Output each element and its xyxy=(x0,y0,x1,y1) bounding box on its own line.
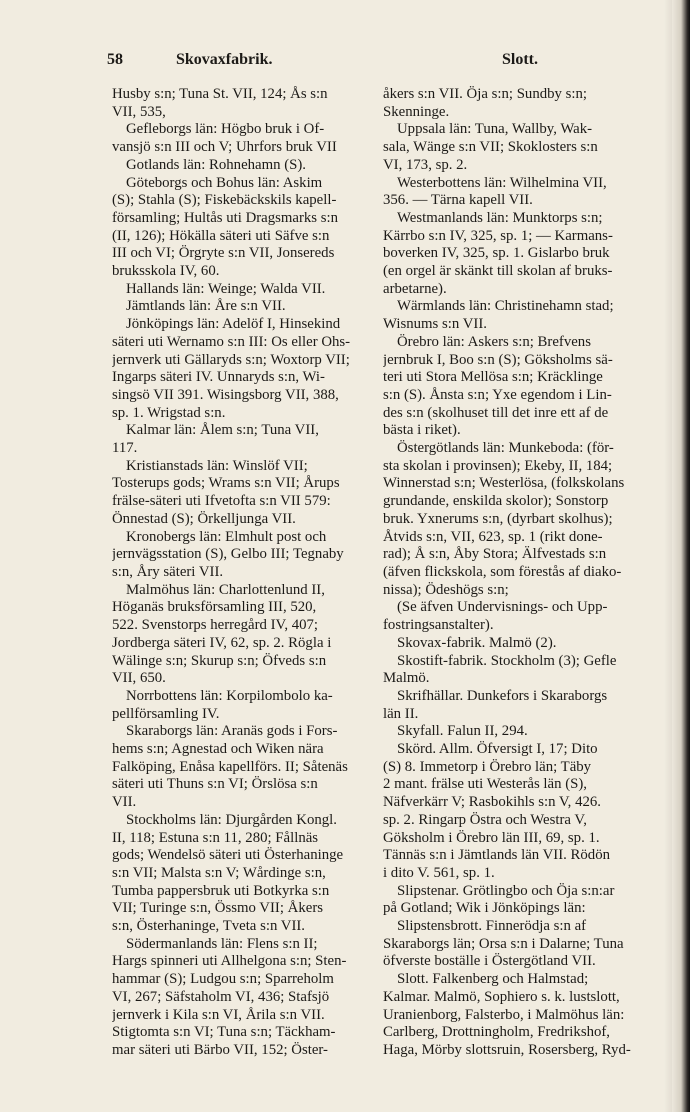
text-line: Östergötlands län: Munkeboda: (för- xyxy=(397,440,614,457)
text-line: Winnerstad s:n; Westerlösa, (folkskolans xyxy=(383,475,625,492)
text-line: Husby s:n; Tuna St. VII, 124; Ås s:n xyxy=(112,86,328,102)
text-line: nissa); Ödeshögs s:n; xyxy=(383,581,509,598)
text-line: VII; Turinge s:n, Össmo VII; Åkers xyxy=(112,900,323,917)
text-line: Skrifhällar. Dunkefors i Skaraborgs xyxy=(397,687,608,704)
text-line: Kristianstads län: Winslöf VII; xyxy=(126,457,308,474)
text-line: öfverste boställe i Östergötland VII. xyxy=(383,953,596,970)
text-line: jernvägsstation (S), Gelbo III; Tegnaby xyxy=(112,546,344,563)
text-line: Hallands län: Weinge; Walda VII. xyxy=(126,280,326,297)
page-shadow xyxy=(664,0,672,1112)
text-line: III och VI; Örgryte s:n VII, Jonsereds xyxy=(112,245,335,262)
text-line: rad); Å s:n, Åby Stora; Älfvestads s:n xyxy=(383,546,607,563)
text-line: bästa i riket). xyxy=(383,422,461,439)
text-line: Slipstenar. Grötlingbo och Öja s:n:ar xyxy=(397,882,615,899)
text-line: VI, 173, sp. 2. xyxy=(383,156,468,173)
text-line: Skovax-fabrik. Malmö (2). xyxy=(397,634,557,651)
text-line: Kalmar. Malmö, Sophiero s. k. lustslott, xyxy=(383,988,620,1005)
text-line: sala, Wänge s:n VII; Skoklosters s:n xyxy=(383,139,598,156)
text-line: Örebro län: Askers s:n; Brefvens xyxy=(397,333,591,350)
text-line: Haga, Mörby slottsruin, Rosersberg, Ryd- xyxy=(383,1041,631,1058)
text-line: Kronobergs län: Elmhult post och xyxy=(126,528,327,545)
text-line: Skenninge. xyxy=(383,103,450,120)
text-line: boverken IV, 325, sp. 1. Gislarbo bruk xyxy=(383,245,610,262)
text-line: (en orgel är skänkt till skolan af bruks- xyxy=(383,263,613,280)
text-line: sp. 1. Wrigstad s:n. xyxy=(112,404,226,421)
text-line: s:n, Österhaninge, Tveta s:n VII. xyxy=(112,918,306,935)
text-line: Skaraborgs län; Orsa s:n i Dalarne; Tuna xyxy=(383,935,624,952)
text-line: (II, 126); Hökälla säteri uti Säfve s:n xyxy=(112,227,330,244)
text-line: bruksskola IV, 60. xyxy=(112,263,220,280)
text-line: fostringsanstalter). xyxy=(383,617,494,634)
text-line: säteri uti Thuns s:n VI; Örslösa s:n xyxy=(112,776,318,793)
running-header xyxy=(0,51,690,75)
text-line: Näfverkärr V; Rasbokihls s:n V, 426. xyxy=(383,794,601,811)
text-line: sp. 2. Ringarp Östra och Westra V, xyxy=(383,811,587,828)
page-number: 58 xyxy=(107,51,123,68)
text-line: des s:n (skolhuset till det inre ett af de xyxy=(383,404,609,421)
text-line: VII. xyxy=(112,794,137,811)
text-line: Gefleborgs län: Högbo bruk i Of- xyxy=(126,121,325,138)
text-line: 117. xyxy=(112,440,138,457)
text-line: s:n VII; Malsta s:n V; Wårdinge s:n, xyxy=(112,864,326,881)
text-line: bruk. Yxnerums s:n, (dyrbart skolhus); xyxy=(383,510,613,527)
text-line: Wälinge s:n; Skurup s:n; Öfveds s:n xyxy=(112,652,327,669)
text-line: Falköping, Enåsa kapellförs. II; Såtenäs xyxy=(112,758,348,775)
text-line: Göksholm i Örebro län III, 69, sp. 1. xyxy=(383,829,600,846)
text-line: län II. xyxy=(383,705,419,722)
text-line: Jönköpings län: Adelöf I, Hinsekind xyxy=(126,316,341,333)
text-line: Tosterups gods; Wrams s:n VII; Årups xyxy=(112,475,340,492)
text-line: Uranienborg, Falsterbo, i Malmöhus län: xyxy=(383,1006,625,1023)
text-line: Malmö. xyxy=(383,670,430,687)
text-line: Malmöhus län: Charlottenlund II, xyxy=(126,581,325,598)
text-line: s:n (S). Ånsta s:n; Yxe egendom i Lin- xyxy=(383,386,612,403)
text-line: Carlberg, Drottningholm, Fredrikshof, xyxy=(383,1024,610,1041)
text-line: i dito V. 561, sp. 1. xyxy=(383,864,495,881)
text-line: 522. Svenstorps herregård IV, 407; xyxy=(112,617,319,634)
text-line: Tumba pappersbruk uti Botkyrka s:n xyxy=(112,882,330,899)
text-line: Slott. Falkenberg och Halmstad; xyxy=(397,971,589,988)
text-line: Westmanlands län: Munktorps s:n; xyxy=(397,209,603,226)
text-line: jernverk uti Gällaryds s:n; Woxtorp VII; xyxy=(112,351,350,368)
text-line: 356. — Tärna kapell VII. xyxy=(383,192,533,209)
text-line: Göteborgs och Bohus län: Askim xyxy=(126,174,323,191)
text-line: arbetarne). xyxy=(383,280,447,297)
text-line: Wärmlands län: Christinehamn stad; xyxy=(397,298,614,315)
text-line: Kärrbo s:n IV, 325, sp. 1; — Karmans- xyxy=(383,227,613,244)
text-line: Norrbottens län: Korpilombolo ka- xyxy=(126,687,333,704)
left-text-column xyxy=(112,86,362,1060)
text-line: VII, 535, xyxy=(112,103,166,120)
text-line: vansjö s:n III och V; Uhrfors bruk VII xyxy=(112,139,337,156)
text-line: (Se äfven Undervisnings- och Upp- xyxy=(397,599,608,616)
text-line: åkers s:n VII. Öja s:n; Sundby s:n; xyxy=(383,86,587,102)
text-line: VII, 650. xyxy=(112,670,166,687)
text-line: jernverk i Kila s:n VI, Årila s:n VII. xyxy=(112,1006,325,1023)
text-line: grundande, enskilda skolor); Sonstorp xyxy=(383,493,609,510)
text-line: Jämtlands län: Åre s:n VII. xyxy=(126,298,286,315)
text-line: Skostift-fabrik. Stockholm (3); Gefle xyxy=(397,652,617,669)
page-edge xyxy=(672,0,690,1112)
text-line: singsö VII 391. Wisingsborg VII, 388, xyxy=(112,386,339,403)
text-line: pellförsamling IV. xyxy=(112,705,220,722)
text-line: säteri uti Wernamo s:n III: Os eller Ohs- xyxy=(112,333,351,350)
text-line: Södermanlands län: Flens s:n II; xyxy=(126,935,318,952)
text-line: Åtvids s:n, VII, 623, sp. 1 (rikt done- xyxy=(383,528,603,545)
text-line: församling; Hultås uti Dragsmarks s:n xyxy=(112,209,339,226)
text-line: Jordberga säteri IV, 62, sp. 2. Rögla i xyxy=(112,634,332,651)
text-line: Kalmar län: Ålem s:n; Tuna VII, xyxy=(126,422,319,439)
text-line: Wisnums s:n VII. xyxy=(383,316,487,333)
text-line: Skaraborgs län: Aranäs gods i Fors- xyxy=(126,723,338,740)
text-line: s:n, Åry säteri VII. xyxy=(112,563,224,580)
text-line: Höganäs bruksförsamling III, 520, xyxy=(112,599,317,616)
text-line: Uppsala län: Tuna, Wallby, Wak- xyxy=(397,121,593,138)
header-left-keyword: Skovaxfabrik. xyxy=(176,51,273,68)
text-line: (S) 8. Immetorp i Örebro län; Täby xyxy=(383,758,592,775)
text-line: II, 118; Estuna s:n 11, 280; Fållnäs xyxy=(112,829,319,846)
text-line: hammar (S); Ludgou s:n; Sparreholm xyxy=(112,971,334,988)
text-line: Stockholms län: Djurgården Kongl. xyxy=(126,811,337,828)
text-line: (S); Stahla (S); Fiskebäckskils kapell- xyxy=(112,192,337,209)
text-line: Slipstensbrott. Finnerödja s:n af xyxy=(397,918,587,935)
text-line: teri uti Stora Mellösa s:n; Kräcklinge xyxy=(383,369,603,386)
text-line: Önnestad (S); Örkelljunga VII. xyxy=(112,510,296,527)
text-line: Skörd. Allm. Öfversigt I, 17; Dito xyxy=(397,741,598,758)
text-line: Tännäs s:n i Jämtlands län VII. Rödön xyxy=(383,847,610,864)
text-line: sta skolan i provinsen); Ekeby, II, 184; xyxy=(383,457,613,474)
text-line: jernbruk I, Boo s:n (S); Göksholms sä- xyxy=(383,351,613,368)
text-line: (äfven flickskola, som förestås af diako- xyxy=(383,563,622,580)
text-line: Ingarps säteri IV. Unnaryds s:n, Wi- xyxy=(112,369,325,386)
text-line: gods; Wendelsö säteri uti Österhaninge xyxy=(112,847,344,864)
text-line: 2 mant. frälse uti Westerås län (S), xyxy=(383,776,587,793)
text-line: på Gotland; Wik i Jönköpings län: xyxy=(383,900,586,917)
text-line: VI, 267; Säfstaholm VI, 436; Stafsjö xyxy=(112,988,330,1005)
text-line: mar säteri uti Bärbo VII, 152; Öster- xyxy=(112,1041,328,1058)
text-line: Gotlands län: Rohnehamn (S). xyxy=(126,156,307,173)
header-right-keyword: Slott. xyxy=(502,51,538,68)
text-line: Hargs spinneri uti Allhelgona s:n; Sten- xyxy=(112,953,347,970)
text-line: Stigtomta s:n VI; Tuna s:n; Täckham- xyxy=(112,1024,336,1041)
text-line: Westerbottens län: Wilhelmina VII, xyxy=(397,174,607,191)
text-line: frälse-säteri uti Ifvetofta s:n VII 579: xyxy=(112,493,331,510)
text-line: Skyfall. Falun II, 294. xyxy=(397,723,528,740)
text-line: hems s:n; Agnestad och Wiken nära xyxy=(112,741,324,758)
right-text-column xyxy=(383,86,655,1060)
